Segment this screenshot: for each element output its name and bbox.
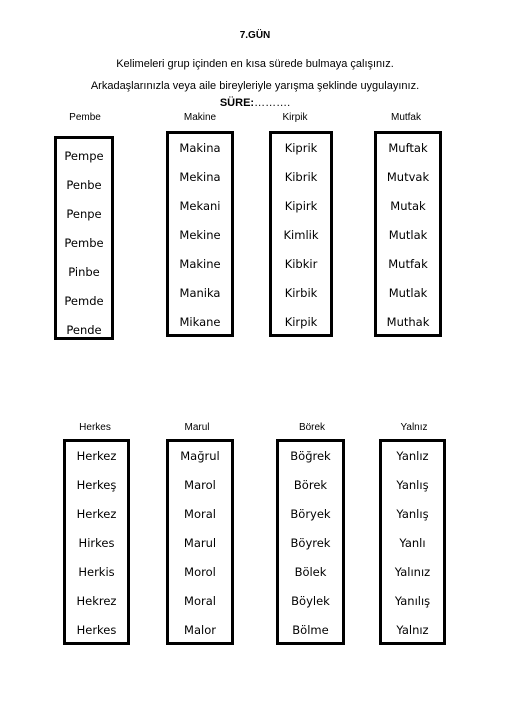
word-item[interactable]: Böyrek <box>290 536 331 550</box>
word-item[interactable]: Börek <box>293 478 328 492</box>
word-item[interactable]: Böryek <box>290 507 331 521</box>
word-item[interactable]: Kipirk <box>284 199 318 213</box>
time-blank: ………. <box>254 97 291 109</box>
word-item[interactable]: Herkez <box>76 507 117 521</box>
word-box-yalniz <box>379 439 446 645</box>
word-box-makine <box>166 131 234 337</box>
word-box-mutfak <box>374 131 442 337</box>
word-item[interactable]: Yanlız <box>396 449 429 463</box>
word-item[interactable]: Herkis <box>78 565 115 579</box>
group-header-herkes: Herkes <box>79 422 111 433</box>
word-item[interactable]: Kirbik <box>284 286 318 300</box>
word-item[interactable]: Pinbe <box>68 265 100 279</box>
word-item[interactable]: Bölek <box>294 565 327 579</box>
word-item[interactable]: Mikane <box>179 315 221 329</box>
word-item[interactable]: Yanlış <box>396 478 429 492</box>
word-item[interactable]: Makina <box>179 141 221 155</box>
word-item[interactable]: Yalnız <box>396 623 429 637</box>
word-item[interactable]: Moral <box>184 594 216 608</box>
word-item[interactable]: Yanılış <box>394 594 431 608</box>
word-item[interactable]: Mekani <box>179 199 221 213</box>
word-item[interactable]: Muthak <box>386 315 430 329</box>
word-item[interactable]: Malor <box>184 623 216 637</box>
group-header-yalniz: Yalnız <box>400 422 428 433</box>
word-item[interactable]: Makine <box>179 257 221 271</box>
word-item[interactable]: Marul <box>183 536 217 550</box>
word-item[interactable]: Herkes <box>76 623 117 637</box>
word-box-marul <box>166 439 234 645</box>
word-item[interactable]: Pende <box>66 323 102 337</box>
word-item[interactable]: Moral <box>184 507 216 521</box>
instruction-line-1: Kelimeleri grup içinden en kısa sürede bulmaya çalışınız. <box>116 58 394 70</box>
word-item[interactable]: Mutvak <box>386 170 430 184</box>
group-header-pembe: Pembe <box>69 112 101 123</box>
group-header-kirpik: Kirpik <box>282 112 308 123</box>
word-item[interactable]: Yanlış <box>396 507 429 521</box>
word-item[interactable]: Herkez <box>76 449 117 463</box>
time-field <box>0 97 510 109</box>
word-item[interactable]: Penpe <box>66 207 102 221</box>
group-header-makine: Makine <box>183 112 217 123</box>
word-box-pembe <box>54 136 114 340</box>
word-item[interactable]: Pemde <box>64 294 104 308</box>
group-header-marul: Marul <box>184 422 210 433</box>
word-item[interactable]: Kibrik <box>284 170 318 184</box>
group-header-mutfak: Mutfak <box>390 112 421 123</box>
word-item[interactable]: Mağrul <box>180 449 220 463</box>
word-item[interactable]: Herkeş <box>76 478 117 492</box>
word-item[interactable]: Morol <box>184 565 216 579</box>
word-item[interactable]: Mekine <box>179 228 221 242</box>
word-box-herkes <box>63 439 130 645</box>
word-item[interactable]: Böylek <box>291 594 330 608</box>
word-item[interactable]: Yalınız <box>394 565 431 579</box>
word-item[interactable]: Muftak <box>388 141 428 155</box>
word-item[interactable]: Yanlı <box>399 536 426 550</box>
word-item[interactable]: Böğrek <box>290 449 331 463</box>
word-item[interactable]: Mutlak <box>388 286 428 300</box>
word-item[interactable]: Kiprik <box>284 141 318 155</box>
word-item[interactable]: Mekina <box>179 170 221 184</box>
word-item[interactable]: Mutak <box>390 199 426 213</box>
word-item[interactable]: Kirpik <box>284 315 318 329</box>
word-item[interactable]: Manika <box>179 286 221 300</box>
word-item[interactable]: Marol <box>184 478 216 492</box>
instruction-line-2: Arkadaşlarınızla veya aile bireyleriyle yarışma şeklinde uygulayınız. <box>90 80 420 92</box>
word-item[interactable]: Mutfak <box>388 257 428 271</box>
word-box-borek <box>276 439 345 645</box>
word-item[interactable]: Pempe <box>64 149 104 163</box>
word-item[interactable]: Bölme <box>292 623 329 637</box>
word-item[interactable]: Penbe <box>66 178 102 192</box>
word-item[interactable]: Hirkes <box>78 536 115 550</box>
group-header-borek: Börek <box>298 422 326 433</box>
word-item[interactable]: Kimlik <box>283 228 319 242</box>
word-box-kirpik <box>269 131 333 337</box>
word-item[interactable]: Hekrez <box>76 594 117 608</box>
word-item[interactable]: Pembe <box>64 236 104 250</box>
word-item[interactable]: Mutlak <box>388 228 428 242</box>
time-label: SÜRE: <box>219 97 255 109</box>
page-title: 7.GÜN <box>239 30 271 41</box>
word-item[interactable]: Kibkir <box>284 257 318 271</box>
